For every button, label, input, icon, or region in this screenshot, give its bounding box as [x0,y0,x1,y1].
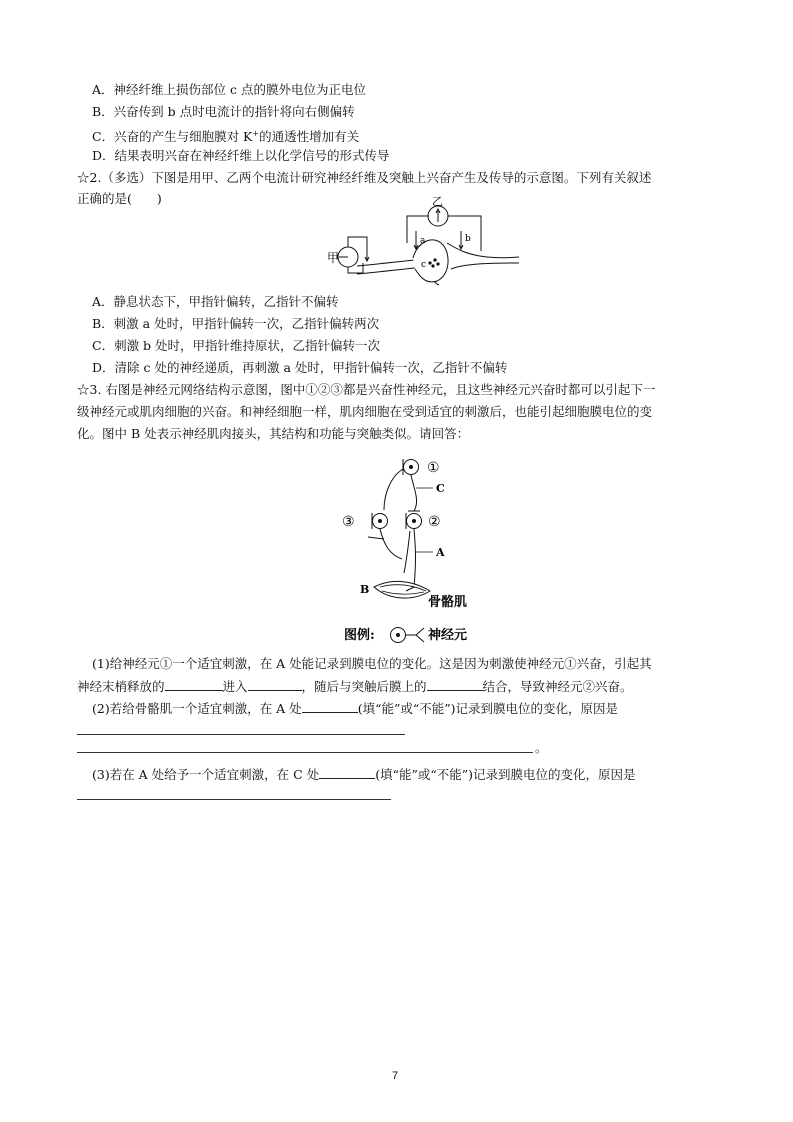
q2-stem-line1: ☆2.（多选）下图是用甲、乙两个电流计研究神经纤维及突触上兴奋产生及传导的示意图。下列有关叙述 [77,170,652,185]
q3-sub3-text-b: (填“能”或“不能”)记录到膜电位的变化，原因是 [375,767,636,782]
superscript-plus: + [252,129,260,138]
q1-option-d: D．结果表明兴奋在神经纤维上以化学信号的形式传导 [92,148,390,163]
q1-option-a: A．神经纤维上损伤部位 c 点的膜外电位为正电位 [92,82,366,97]
q3-sub1-text-a: 神经末梢释放的 [77,679,165,694]
legend-label: 神经元 [428,628,468,643]
answer-blank-2[interactable] [248,678,302,691]
q2-option-a: A．静息状态下，甲指针偏转，乙指针不偏转 [92,294,339,309]
legend-prefix: 图例: [344,628,375,643]
q1-option-c [92,126,359,145]
label-neuron-1: ① [427,460,440,476]
q1-option-c-text: C．兴奋的产生与细胞膜对 K [92,129,253,145]
page-number: 7 [392,1070,399,1082]
q3-sub1-line1: (1)给神经元①一个适宜刺激，在 A 处能记录到膜电位的变化。这是因为刺激使神经元①兴奋，引起其 [92,656,652,671]
q1-option-c-text-end: 的通透性增加有关 [259,129,360,145]
q2-synapse-figure [327,195,519,287]
q3-sub3-line [92,766,636,783]
q3-sub1-text-c: ，随后与突触后膜上的 [301,679,427,694]
q3-neural-network-figure [340,455,490,645]
label-neuron-3: ③ [342,514,355,530]
q2-stem-line2: 正确的是( ) [77,191,162,206]
q3-stem-line2: 级神经元或肌肉细胞的兴奋。和神经细胞一样，肌肉细胞在受到适宜的刺激后，也能引起细胞膜电位的变 [77,404,653,419]
label-c: c [421,260,427,270]
q3-stem-line3: 化。图中 B 处表示神经肌肉接头，其结构和功能与突触类似。请回答： [77,426,470,441]
q2-option-d: D．清除 c 处的神经递质，再刺激 a 处时，甲指针偏转一次，乙指针不偏转 [92,360,508,375]
answer-blank-3[interactable] [427,678,483,691]
meter-jia-label: 甲 [327,251,340,265]
label-C: C [436,482,445,495]
answer-line-3[interactable] [77,799,391,800]
synaptic-knob [413,240,448,282]
q1-option-b: B．兴奋传到 b 点时电流计的指针将向右侧偏转 [92,104,355,119]
label-b: b [465,234,471,244]
axon-1-left [384,469,403,510]
q3-sub1-text-b: 进入 [222,679,248,694]
period-mark: 。 [535,740,548,755]
axon-3 [380,529,402,559]
answer-blank-4[interactable] [302,700,358,713]
q2-option-b: B．刺激 a 处时，甲指针偏转一次，乙指针偏转两次 [92,316,380,331]
answer-blank-5[interactable] [319,766,375,779]
label-B: B [360,583,370,596]
q3-sub2-text-b: (填“能”或“不能”)记录到膜电位的变化，原因是 [357,701,619,716]
q3-sub3-text-a: (3)若在 A 处给予一个适宜刺激，在 C 处 [92,767,320,782]
label-skeletal-muscle: 骨骼肌 [428,595,468,610]
answer-line-1[interactable] [77,734,405,735]
meter-yi-label: 乙 [432,195,443,208]
answer-line-2[interactable] [77,752,533,753]
post-neuron-lower [451,263,519,269]
label-A: A [436,546,445,559]
axon-2 [414,529,416,587]
q3-sub2-text-a: (2)若给骨骼肌一个适宜刺激，在 A 处 [92,701,302,716]
label-a: a [420,236,426,246]
q3-stem-line1: ☆3. 右图是神经元网络结构示意图，图中①②③都是兴奋性神经元，且这些神经元兴奋时都可以引起下一 [77,382,656,397]
post-neuron-upper [447,243,519,258]
answer-blank-1[interactable] [165,678,223,691]
skeletal-muscle-shape [374,581,430,598]
q3-sub2-line [92,700,618,717]
q3-sub1-text-d: 结合，导致神经元②兴奋。 [482,679,633,694]
q2-option-c: C．刺激 b 处时，甲指针维持原状，乙指针偏转一次 [92,338,381,353]
label-neuron-2: ② [428,514,441,530]
q3-sub1-line2 [77,678,633,695]
axon-1-right [411,475,417,511]
